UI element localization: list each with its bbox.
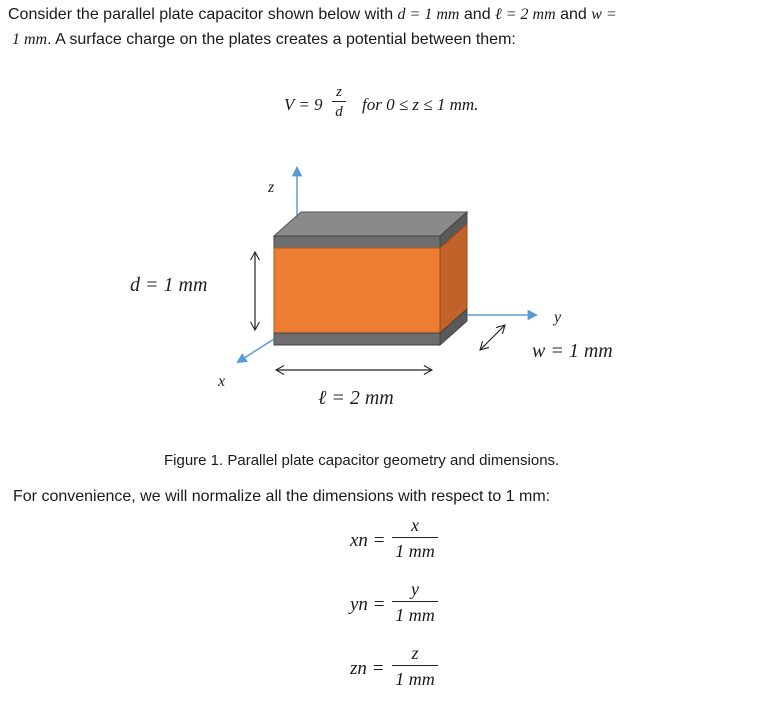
d-dimension-label: d = 1 mm [130,274,208,296]
figure-caption: Figure 1. Parallel plate capacitor geometry and dimensions. [164,452,560,469]
l-dimension-label: ℓ = 2 mm [318,387,394,409]
intro-text-a: Consider the parallel plate capacitor shown below with [8,6,398,23]
top-plate-front [274,236,440,248]
equation-yn-den: 1 mm [395,605,435,625]
equation-xn-den: 1 mm [395,541,435,561]
w-dimension-label: w = 1 mm [532,340,613,362]
x-axis [238,339,274,362]
equation-yn [350,578,450,628]
normalize-paragraph: For convenience, we will normalize all the dimensions with respect to 1 mm: [13,488,551,505]
equation-yn-lhs: yn = [350,594,386,615]
potential-condition: for 0 ≤ z ≤ 1 mm. [362,95,479,114]
bottom-plate-front [274,333,440,345]
d-equation-inline: d = 1 mm [397,6,460,23]
equation-xn-lhs: xn = [350,530,386,551]
equation-zn-num: z [411,643,419,663]
potential-numerator: z [336,84,342,100]
potential-denominator: d [335,104,343,120]
intro-and-1: and [459,6,496,23]
equation-zn-fraction [392,642,438,690]
equation-zn-lhs: zn = [350,658,385,679]
equation-xn-num: x [411,515,419,535]
potential-lhs: V = 9 [284,95,323,114]
top-plate-top-face [274,212,467,236]
w-equation-inline: w = [591,6,617,23]
w-value-inline: 1 mm [12,31,48,48]
equation-yn-fraction [392,578,438,626]
intro-text-b: . A surface charge on the plates creates a potential between them: [47,31,516,48]
y-axis-label: y [554,309,562,326]
dielectric-front-face [274,248,440,333]
equation-xn [350,514,450,564]
equation-zn-den: 1 mm [395,669,435,689]
x-axis-label: x [218,373,226,390]
equation-xn-fraction [392,514,438,562]
equation-yn-num: y [411,579,419,599]
l-equation-inline: ℓ = 2 mm [495,6,556,23]
equation-zn [350,642,450,692]
intro-and-2: and [555,6,592,23]
z-axis-label: z [268,179,275,196]
w-dimension-arrow [480,325,505,350]
